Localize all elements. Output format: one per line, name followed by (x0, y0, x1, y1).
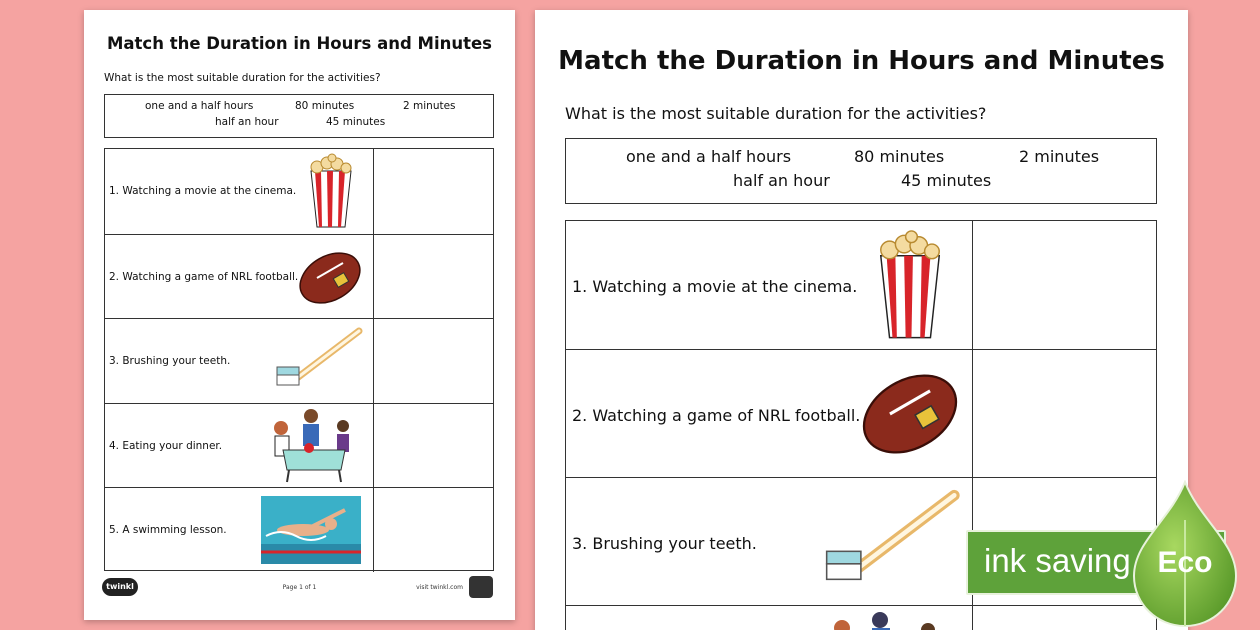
worksheet-preview-left (84, 10, 515, 620)
eco-drop-icon (1130, 480, 1240, 630)
activity-label: 2. Watching a game of NRL football. (572, 406, 861, 425)
quality-badge-icon (469, 576, 493, 598)
activity-label: 3. Brushing your teeth. (109, 355, 231, 368)
activity-label: 4. Eating your dinner. (109, 439, 223, 452)
swimmer-icon (261, 496, 361, 564)
worksheet-question: What is the most suitable duration for the activities? (104, 72, 381, 84)
choice: one and a half hours (145, 100, 254, 112)
twinkl-logo: twinkl (102, 578, 138, 596)
family-dinner-icon (828, 610, 948, 630)
table-row (105, 318, 493, 403)
footer-url: visit twinkl.com (416, 584, 463, 591)
activity-cell (566, 350, 973, 477)
football-icon (856, 360, 964, 468)
activity-grid (104, 148, 494, 571)
table-row (105, 149, 493, 234)
activity-label: 2. Watching a game of NRL football. (109, 270, 299, 283)
activity-cell (105, 319, 374, 403)
duration-choices-box (565, 138, 1157, 204)
activity-label: 3. Brushing your teeth. (572, 534, 757, 553)
eco-badge-label: Eco (1157, 546, 1213, 579)
activity-cell (566, 221, 973, 349)
activity-cell (566, 478, 973, 605)
activity-cell (566, 606, 973, 630)
choice: half an hour (215, 116, 279, 128)
choice: 2 minutes (403, 100, 456, 112)
choice: one and a half hours (626, 147, 792, 166)
activity-label: 1. Watching a movie at the cinema. (109, 185, 297, 197)
choice: 45 minutes (901, 171, 992, 190)
choice: half an hour (733, 171, 830, 190)
table-row (105, 487, 493, 572)
family-dinner-icon (265, 406, 359, 484)
table-row (566, 349, 1156, 477)
table-row (105, 234, 493, 319)
football-icon (295, 243, 365, 313)
activity-cell (105, 488, 374, 572)
choice: 80 minutes (295, 100, 355, 112)
toothbrush-icon (820, 486, 964, 598)
activity-cell (105, 404, 374, 488)
ink-saving-label: ink saving (984, 542, 1131, 579)
worksheet-question: What is the most suitable duration for the activities? (565, 104, 987, 123)
table-row (566, 605, 1156, 630)
activity-label: 1. Watching a movie at the cinema. (572, 277, 858, 296)
table-row (105, 403, 493, 488)
activity-cell (105, 149, 374, 234)
worksheet-footer (102, 576, 497, 606)
worksheet-title: Match the Duration in Hours and Minutes (106, 34, 492, 53)
popcorn-icon (872, 229, 948, 341)
choice: 45 minutes (326, 116, 386, 128)
table-row (566, 221, 1156, 349)
worksheet-title: Match the Duration in Hours and Minutes (558, 46, 1165, 76)
choice: 80 minutes (854, 147, 945, 166)
choice: 2 minutes (1019, 147, 1100, 166)
activity-cell (105, 235, 374, 319)
page-number: Page 1 of 1 (282, 584, 317, 591)
toothbrush-icon (273, 325, 365, 397)
activity-label: 5. A swimming lesson. (109, 524, 227, 537)
popcorn-icon (305, 153, 357, 229)
duration-choices-box (104, 94, 494, 138)
